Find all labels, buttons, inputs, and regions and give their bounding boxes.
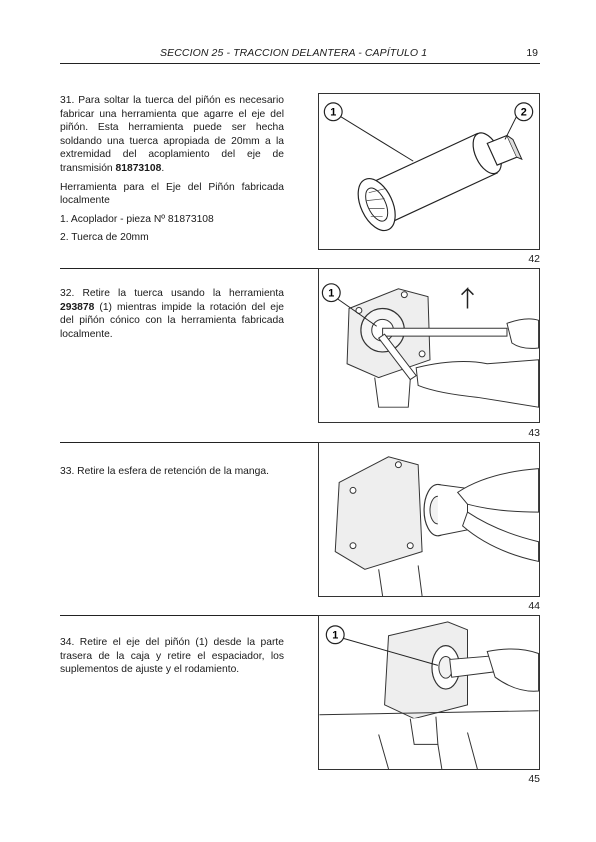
figure-42-tool-illustration [318,93,540,250]
callout-1-label: 1 [332,629,339,642]
step-31-legend-2: 2. Tuerca de 20mm [60,232,149,244]
callout-1-label: 1 [330,106,337,119]
step-33-instruction: 33. Retire la esfera de retención de la manga. [60,466,269,477]
step-31-instruction: 31. Para soltar la tuerca del piñón es necesario fabricar una herramienta que agarre el eje del piñón. Esta herramienta puede ser hecha soldando una tuerca apropiada de 20mm a la extremidad del acoplamiento del eje de transmisión 81873108. [60,95,284,174]
page-number: 19 [526,47,538,59]
callout-2-label: 2 [520,106,527,119]
header-rule [60,63,540,64]
step-32-instruction: 32. Retire la tuerca usando la herramienta 293878 (1) mientras impide la rotación del eje del piñón cónico con la herramienta fabricada localmente. [60,288,284,340]
step-34-text [60,636,284,682]
part-number: 81873108 [115,162,162,174]
tool-number: 293878 [60,301,95,313]
figure-number-42: 42 [528,253,540,265]
section-title: SECCION 25 - TRACCION DELANTERA - CAPÍTULO 1 [160,47,428,59]
step-31-legend-1: 1. Acoplador - pieza Nº 81873108 [60,213,214,225]
step-31-text [60,94,284,250]
step-32-text [60,287,284,346]
figure-44-photo [318,442,540,597]
figure-43-photo [318,268,540,423]
figure-number-44: 44 [528,600,540,612]
figure-number-45: 45 [528,773,540,785]
callout-1-label: 1 [328,287,335,300]
figure-number-43: 43 [528,427,540,439]
step-33-text [60,465,284,484]
step-34-instruction: 34. Retire el eje del piñón (1) desde la parte trasera de la caja y retire el espaciador, los suplementos de ajuste y el rodamiento. [60,637,284,676]
step-31-tool-caption: Herramienta para el Eje del Piñón fabricada localmente [60,181,284,207]
page-header [60,47,540,63]
figure-45-photo [318,615,540,770]
